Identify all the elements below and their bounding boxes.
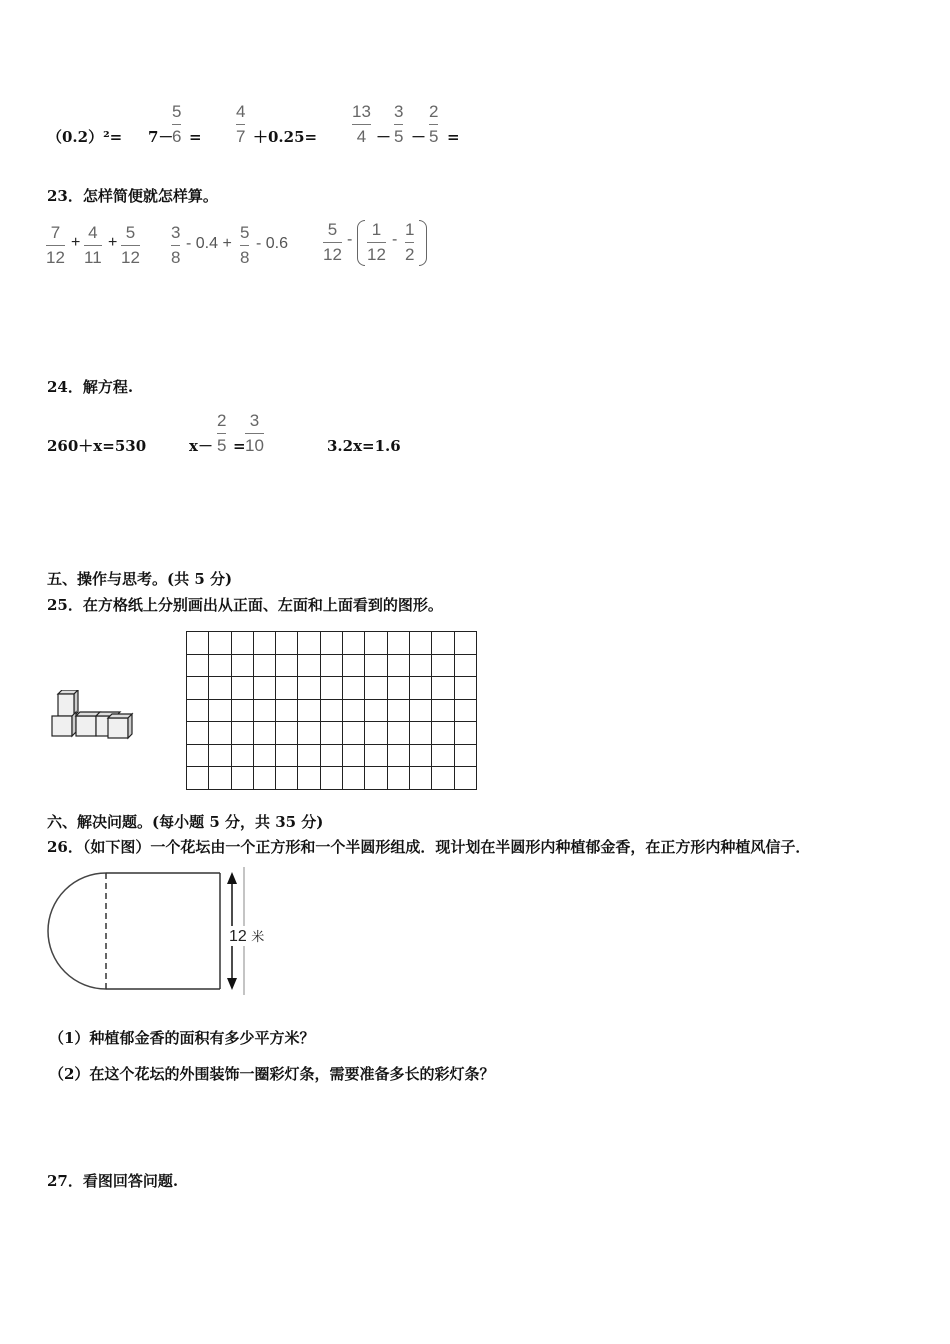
minus-0.6: - 0.6 (256, 235, 289, 252)
question-27-text: 27．看图回答问题. (47, 1172, 179, 1190)
grid-cell[interactable] (409, 767, 431, 790)
fraction-2-5 (217, 411, 226, 456)
denominator: 12 (46, 248, 65, 267)
dimension-label (228, 926, 265, 946)
question-24-title: 24．解方程. (47, 378, 134, 396)
grid-cell[interactable] (432, 722, 454, 745)
equation-2-x-minus: x－ (189, 437, 213, 455)
question-25-text: 25．在方格纸上分别画出从正面、左面和上面看到的图形。 (47, 596, 443, 614)
grid-cell[interactable] (343, 654, 365, 677)
numerator: 3 (171, 223, 181, 242)
fraction-1-12 (367, 220, 386, 265)
denominator: 7 (236, 127, 246, 146)
section-5-heading: 五、操作与思考。(共 5 分) (47, 570, 233, 588)
grid-cell[interactable] (387, 677, 409, 700)
grid-row (187, 654, 477, 677)
numerator: 2 (429, 102, 439, 121)
grid-cell[interactable] (387, 654, 409, 677)
grid-cell[interactable] (409, 699, 431, 722)
grid-cell[interactable] (276, 722, 298, 745)
grid-cell[interactable] (276, 699, 298, 722)
grid-cell[interactable] (209, 632, 231, 655)
left-paren (357, 220, 365, 266)
denominator: 6 (172, 127, 182, 146)
grid-cell[interactable] (298, 722, 320, 745)
grid-cell[interactable] (276, 767, 298, 790)
grid-cell[interactable] (454, 677, 476, 700)
grid-cell[interactable] (320, 699, 342, 722)
grid-cell[interactable] (365, 654, 387, 677)
grid-cell[interactable] (320, 767, 342, 790)
grid-cell[interactable] (387, 767, 409, 790)
right-paren (419, 220, 427, 266)
dimension-unit: 米 (251, 930, 265, 945)
denominator: 11 (84, 248, 102, 267)
grid-cell[interactable] (365, 677, 387, 700)
grid-cell[interactable] (387, 632, 409, 655)
plus-sign: + (108, 234, 118, 251)
numerator: 13 (352, 102, 371, 121)
grid-cell[interactable] (320, 744, 342, 767)
grid-cell[interactable] (432, 767, 454, 790)
dimension-value: 12 (229, 928, 247, 945)
grid-cell[interactable] (320, 654, 342, 677)
denominator: 5 (217, 436, 227, 455)
cube-stack-figure (48, 690, 140, 742)
grid-cell[interactable] (187, 767, 209, 790)
grid-cell[interactable] (343, 767, 365, 790)
denominator: 8 (240, 248, 250, 267)
fraction-3-8 (171, 223, 180, 268)
grid-cell[interactable] (454, 744, 476, 767)
fraction-3-5 (394, 102, 403, 147)
grid-cell[interactable] (320, 722, 342, 745)
equation-3: 3.2x=1.6 (327, 437, 401, 455)
grid-cell[interactable] (454, 632, 476, 655)
grid-cell[interactable] (343, 699, 365, 722)
denominator: 8 (171, 248, 181, 267)
grid-cell[interactable] (432, 699, 454, 722)
grid-cell[interactable] (298, 654, 320, 677)
equals-sign: = (233, 437, 246, 455)
denominator: 12 (323, 245, 342, 264)
numerator: 1 (371, 220, 382, 239)
grid-cell[interactable] (454, 722, 476, 745)
grid-cell[interactable] (387, 722, 409, 745)
grid-cell[interactable] (298, 699, 320, 722)
numerator: 7 (50, 223, 61, 242)
grid-cell[interactable] (432, 677, 454, 700)
grid-cell[interactable] (409, 677, 431, 700)
grid-cell[interactable] (209, 722, 231, 745)
grid-cell[interactable] (454, 767, 476, 790)
expr-squared: （0.2）²= (47, 128, 123, 146)
grid-cell[interactable] (409, 744, 431, 767)
grid-cell[interactable] (343, 677, 365, 700)
grid-row (187, 722, 477, 745)
grid-cell[interactable] (365, 767, 387, 790)
grid-cell[interactable] (276, 744, 298, 767)
grid-cell[interactable] (231, 722, 253, 745)
numerator: 4 (88, 223, 98, 242)
equals-sign: = (447, 128, 460, 146)
fraction-1-2 (405, 220, 414, 265)
grid-cell[interactable] (387, 744, 409, 767)
numerator: 5 (240, 223, 250, 242)
grid-cell[interactable] (343, 722, 365, 745)
grid-cell[interactable] (253, 699, 275, 722)
grid-cell[interactable] (253, 677, 275, 700)
grid-cell[interactable] (276, 677, 298, 700)
denominator: 12 (367, 245, 386, 264)
grid-cell[interactable] (298, 632, 320, 655)
minus-sign: － (376, 128, 392, 146)
grid-cell[interactable] (187, 632, 209, 655)
minus-sign: - (392, 231, 398, 248)
grid-cell[interactable] (298, 744, 320, 767)
grid-cell[interactable] (365, 744, 387, 767)
grid-cell[interactable] (253, 632, 275, 655)
grid-cell[interactable] (209, 767, 231, 790)
grid-cell[interactable] (409, 632, 431, 655)
grid-cell[interactable] (209, 744, 231, 767)
grid-cell[interactable] (253, 654, 275, 677)
fraction-3-10 (245, 411, 264, 456)
denominator: 5 (429, 127, 439, 146)
denominator: 4 (356, 127, 367, 146)
grid-row (187, 744, 477, 767)
grid-cell[interactable] (231, 677, 253, 700)
denominator: 10 (245, 436, 264, 455)
numerator: 3 (394, 102, 404, 121)
grid-cell[interactable] (454, 699, 476, 722)
grid-cell[interactable] (432, 632, 454, 655)
grid-cell[interactable] (187, 699, 209, 722)
grid-cell[interactable] (320, 632, 342, 655)
grid-cell[interactable] (432, 654, 454, 677)
grid-cell[interactable] (231, 767, 253, 790)
semicircle-arc (48, 873, 106, 989)
fraction-4-7 (236, 102, 245, 147)
grid-cell[interactable] (298, 677, 320, 700)
grid-cell[interactable] (209, 699, 231, 722)
grid-cell[interactable] (365, 722, 387, 745)
plus-sign: + (71, 234, 81, 251)
grid-row (187, 677, 477, 700)
grid-row (187, 767, 477, 790)
sub-question-2: （2）在这个花坛的外围装饰一圈彩灯条，需要准备多长的彩灯条？ (49, 1065, 495, 1083)
grid-cell[interactable] (231, 654, 253, 677)
numerator: 5 (172, 102, 182, 121)
equation-1: 260＋x=530 (47, 437, 147, 455)
minus-sign: - (347, 231, 353, 248)
question-23-title: 23．怎样简便就怎样算。 (47, 187, 218, 205)
minus-sign: － (411, 128, 427, 146)
grid-cell[interactable] (253, 744, 275, 767)
fraction-4-11 (84, 223, 102, 268)
grid-paper[interactable] (186, 631, 477, 790)
grid-cell[interactable] (320, 677, 342, 700)
grid-cell[interactable] (209, 654, 231, 677)
plus-0.25: ＋0.25= (253, 128, 318, 146)
numerator: 1 (405, 220, 415, 239)
minus-0.4-plus: - 0.4 + (186, 235, 232, 252)
grid-table[interactable] (186, 631, 477, 790)
grid-cell[interactable] (409, 722, 431, 745)
grid-cell[interactable] (387, 699, 409, 722)
grid-cell[interactable] (187, 744, 209, 767)
denominator: 2 (405, 245, 415, 264)
grid-cell[interactable] (187, 677, 209, 700)
fraction-5-8 (240, 223, 249, 268)
grid-row (187, 699, 477, 722)
denominator: 5 (394, 127, 404, 146)
grid-cell[interactable] (187, 722, 209, 745)
numerator: 2 (217, 411, 227, 430)
fraction-5-12 (121, 223, 140, 268)
numerator: 3 (249, 411, 260, 430)
numerator: 5 (125, 223, 136, 242)
equals-sign: = (189, 128, 202, 146)
fraction-13-4 (352, 102, 371, 147)
grid-cell[interactable] (432, 744, 454, 767)
question-26-text: 26．（如下图）一个花坛由一个正方形和一个半圆形组成．现计划在半圆形内种植郁金香，在正方形内种植风信子． (47, 838, 811, 856)
grid-cell[interactable] (253, 722, 275, 745)
fraction-7-12 (46, 223, 65, 268)
grid-cell[interactable] (365, 699, 387, 722)
grid-cell[interactable] (454, 654, 476, 677)
fraction-2-5 (429, 102, 438, 147)
grid-cell[interactable] (231, 744, 253, 767)
denominator: 12 (121, 248, 140, 267)
grid-cell[interactable] (365, 632, 387, 655)
numerator: 4 (236, 102, 246, 121)
grid-cell[interactable] (187, 654, 209, 677)
grid-cell[interactable] (231, 632, 253, 655)
flower-bed-figure (46, 864, 256, 998)
section-6-heading: 六、解决问题。(每小题 5 分，共 35 分) (47, 813, 324, 831)
numerator: 5 (327, 220, 338, 239)
sub-question-1: （1）种植郁金香的面积有多少平方米？ (49, 1029, 315, 1047)
fraction-5-12 (323, 220, 342, 265)
grid-cell[interactable] (409, 654, 431, 677)
grid-cell[interactable] (343, 632, 365, 655)
grid-cell[interactable] (209, 677, 231, 700)
expr-7-minus: 7－ (148, 128, 174, 146)
grid-cell[interactable] (231, 699, 253, 722)
grid-cell[interactable] (276, 654, 298, 677)
grid-row (187, 632, 477, 655)
grid-cell[interactable] (253, 767, 275, 790)
fraction-5-6 (172, 102, 181, 147)
grid-cell[interactable] (343, 744, 365, 767)
grid-cell[interactable] (298, 767, 320, 790)
grid-cell[interactable] (276, 632, 298, 655)
